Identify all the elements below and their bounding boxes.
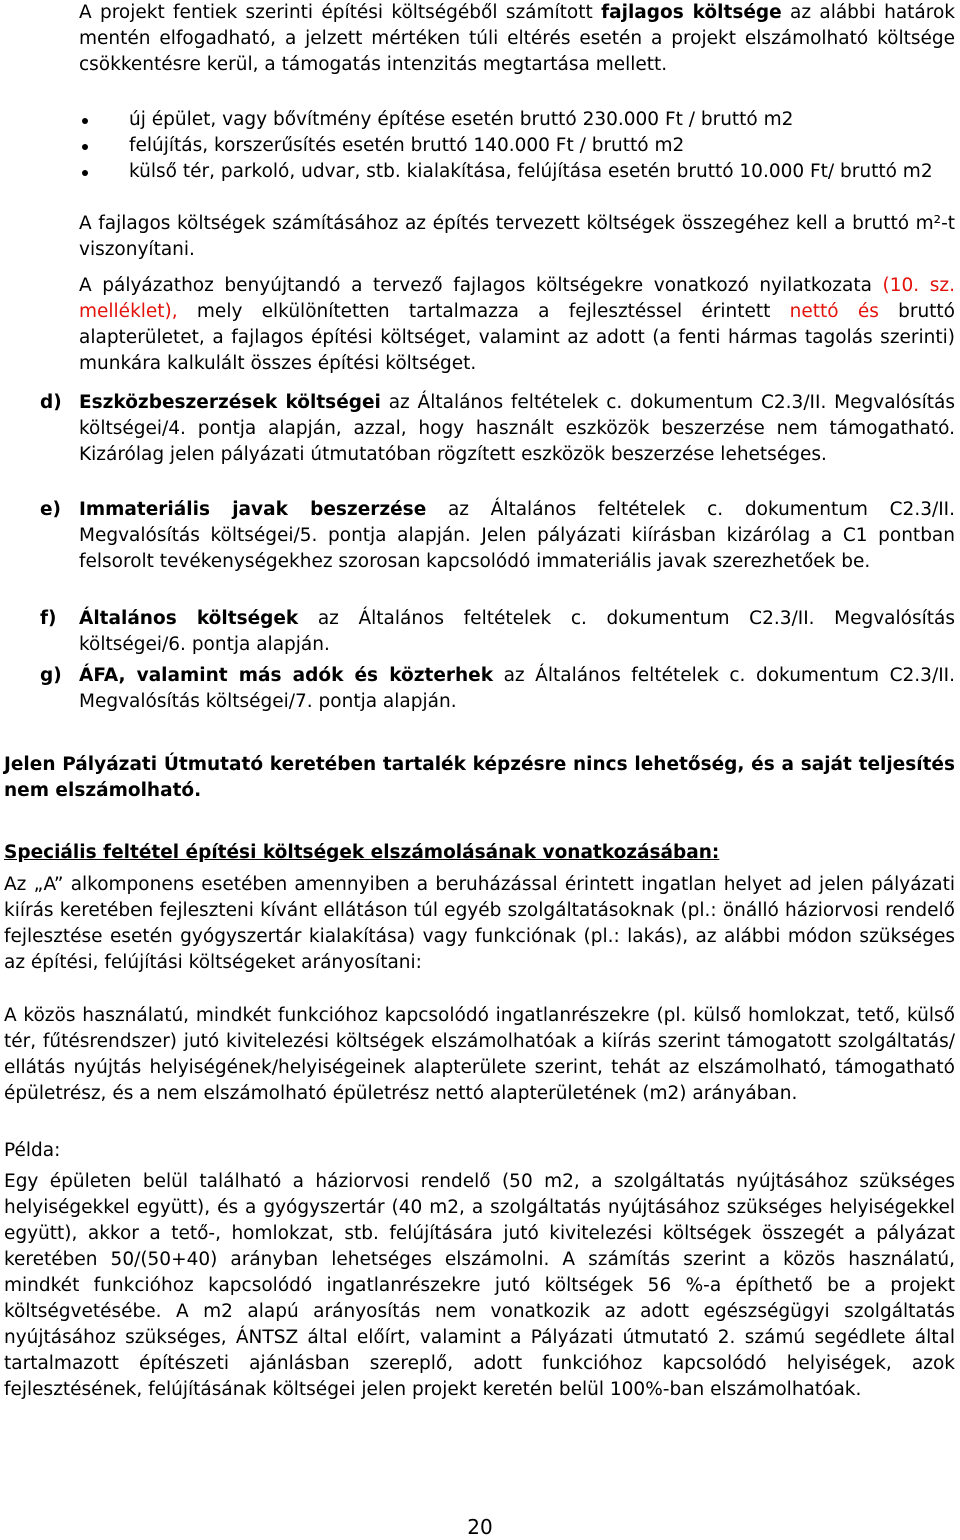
list-item-text: új épület, vagy bővítmény építése esetén bruttó 230.000 Ft / bruttó m2 (129, 109, 794, 130)
item-title: Eszközbeszerzések költségei (79, 392, 381, 413)
paragraph-text: bruttó alapterületet, a fajlagos építési költséget, valamint az adott (a fenti hármas tagolás szerinti) munkára kalkulált összes építési költséget. (79, 301, 955, 374)
bullet-icon (82, 118, 88, 124)
item-d (0, 390, 960, 468)
paragraph-text: A pályázathoz benyújtandó a tervező fajlagos költségekre vonatkozó nyilatkozata (79, 275, 883, 296)
item-body: az Általános feltételek c. dokumentum C2.3/II. Megvalósítás költségei/7. pontja alapján. (79, 665, 955, 712)
item-letter: f) (40, 608, 57, 629)
paragraph-text: mely elkülönítetten tartalmazza a fejlesztéssel érintett (177, 301, 790, 322)
item-text (79, 390, 955, 468)
list-item (79, 159, 955, 185)
item-letter: g) (40, 665, 62, 686)
highlighted-text: nettó és (789, 301, 879, 322)
list-item-text: felújítás, korszerűsítés esetén bruttó 140.000 Ft / bruttó m2 (129, 135, 685, 156)
paragraph-text: A projekt fentiek szerinti építési költségéből számított (79, 2, 602, 23)
bullet-icon (82, 144, 88, 150)
page-number: 20 (467, 1515, 493, 1539)
list-item (79, 107, 955, 133)
paragraph-bold-text: fajlagos költsége (601, 2, 782, 23)
special-paragraph-1: Az „A” alkomponens esetében amennyiben a beruházással érintett ingatlan helyet ad jelen pályázati kiírás keretében fejleszteni kívánt ellátáson túl egyéb szolgáltatásoknak (pl.: önálló háziorvosi rendelő fejlesztése esetén gyógyszertár kialakítása) vagy funkciónak (pl.: lakás), az alábbi módon szükséges az építési, felújítási költségeket arányosítani: (4, 874, 955, 973)
nyilatkozat-paragraph (79, 273, 955, 377)
item-e (0, 497, 960, 575)
special-paragraph-2: A közös használatú, mindkét funkcióhoz kapcsolódó ingatlanrészekre (pl. külső homlokzat, tető, külső tér, fűtésrendszer) jutó kivitelezési költségek elszámolhatóak a kiírás szerint támogatott szolgáltatás/ ellátás nyújtás helyiségének/helyiségeinek alapterülete szerint, tehát az elszámolható, támogatható épületrész, és a nem elszámolható épületrész nettó alapterületének (m2) arányában. (4, 1005, 955, 1104)
item-g (0, 663, 960, 715)
item-body: az Általános feltételek c. dokumentum C2.3/II. Megvalósítás költségei/4. pontja alapján, azzal, hogy használt eszközök beszerzése nem támogatható. Kizárólag jelen pályázati útmutatóban rögzített eszközök beszerzése lehetséges. (79, 392, 955, 465)
item-text (79, 663, 955, 715)
example-paragraph: Egy épületen belül található a háziorvosi rendelő (50 m2, a szolgáltatás nyújtásához szükséges helyiségekkel együtt), és a gyógyszertár (40 m2, a szolgáltatás nyújtásához szükséges helyiségekkel együtt), akkor a tető-, homlokzat, stb. felújítására jutó kivitelezési költségek összegét a pályázat keretében 50/(50+40) arányban lehetséges elszámolni. A számítás szerint a közös használatú, mindkét funkcióhoz kapcsolódó ingatlanrészekre jutó költségek 56 %-a építhető be a projekt költségvetésébe. A m2 alapú arányosítás nem vonatkozik az adott egészségügyi szolgáltatás nyújtásához szükséges, ÁNTSZ által előírt, valamint a Pályázati útmutató 2. számú segédlete által tartalmazott építészeti ajánlásban szereplő, adott funkcióhoz kapcsolódó helyiségek, azok fejlesztésének, felújításának költségei jelen projekt keretén belül 100%-ban elszámolhatóak. (4, 1171, 955, 1400)
fajlagos-szamitas-paragraph: A fajlagos költségek számításához az építés tervezett költségek összegéhez kell a bruttó m²-t viszonyítani. (79, 213, 955, 260)
item-f (0, 606, 960, 658)
cost-limit-list (79, 107, 955, 185)
list-item-text: külső tér, parkoló, udvar, stb. kialakítása, felújítása esetén bruttó 10.000 Ft/ bruttó m2 (129, 161, 933, 182)
bullet-icon (82, 170, 88, 176)
item-letter: d) (40, 392, 62, 413)
list-item (79, 133, 955, 159)
example-label: Példa: (4, 1140, 61, 1161)
item-title: ÁFA, valamint más adók és közterhek (79, 665, 494, 686)
item-letter: e) (40, 499, 62, 520)
item-text (79, 497, 955, 575)
fajlagos-koltseg-paragraph (79, 0, 955, 78)
item-title: Általános költségek (79, 608, 299, 629)
item-body: az Általános feltételek c. dokumentum C2.3/II. Megvalósítás költségei/5. pontja alapján. Jelen pályázati kiírásban kizárólag a C1 pontban felsorolt tevékenységekhez szorosan kapcsolódó immateriális javak szerezhetőek be. (79, 499, 955, 572)
heading-text: Speciális feltétel építési költségek elszámolásának vonatkozásában: (4, 842, 720, 863)
tartalek-note: Jelen Pályázati Útmutató keretében tartalék képzésre nincs lehetőség, és a saját teljesítés nem elszámolható. (4, 754, 955, 801)
annex-reference: (10. sz. melléklet), (79, 275, 956, 322)
item-body: az Általános feltételek c. dokumentum C2.3/II. Megvalósítás költségei/6. pontja alapján. (79, 608, 955, 655)
item-text (79, 606, 955, 658)
item-title: Immateriális javak beszerzése (79, 499, 427, 520)
paragraph-text: az alábbi határok mentén elfogadható, a jelzett mértéken túli eltérés esetén a projekt elszámolható költsége csökkentésre kerül, a támogatás intenzitás megtartása mellett. (79, 2, 956, 75)
special-condition-heading (4, 840, 955, 866)
